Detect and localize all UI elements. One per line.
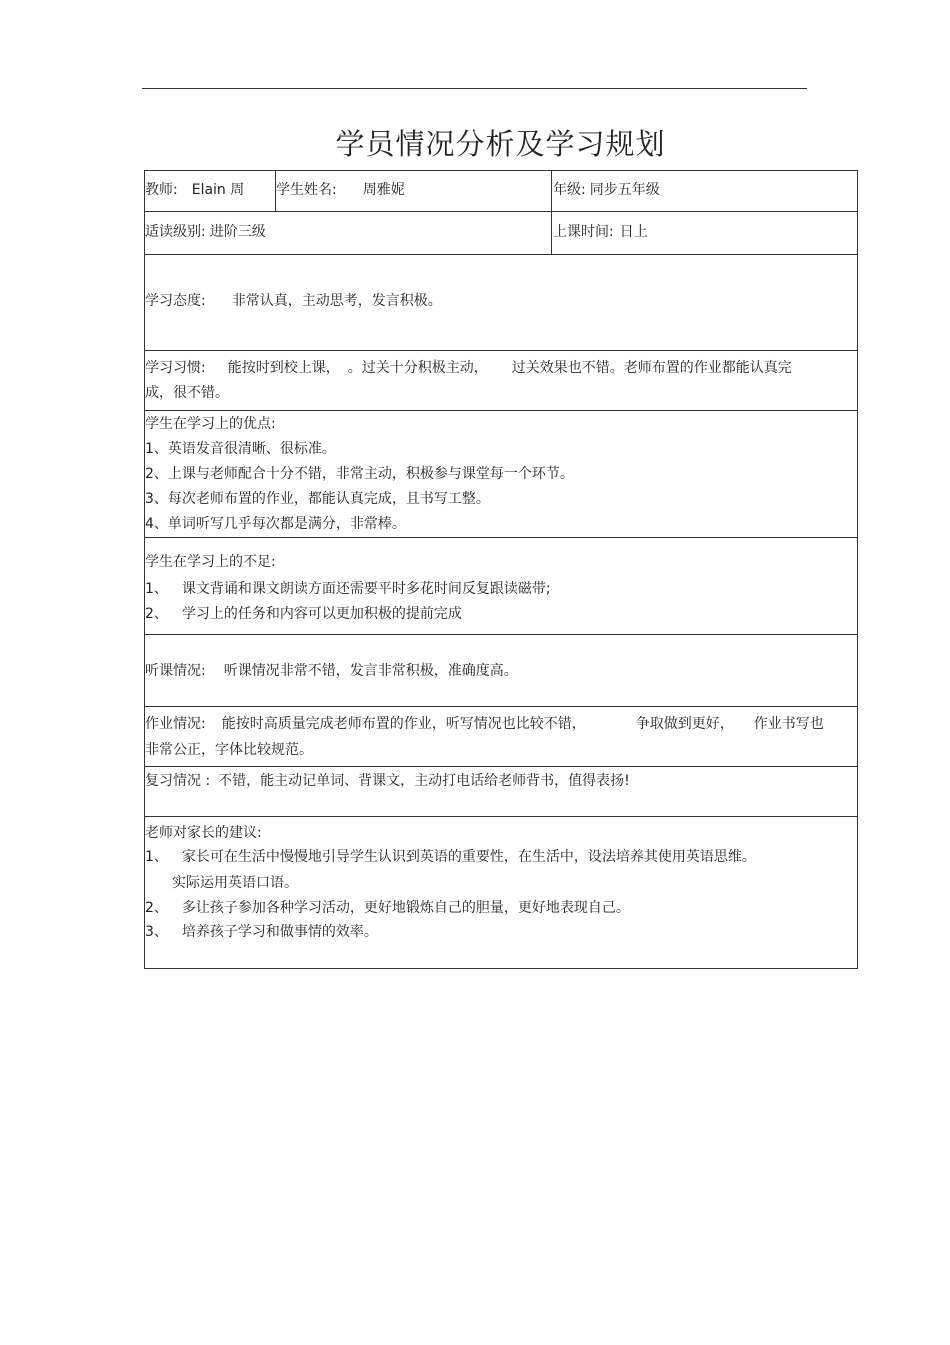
homework-line-2: 非常公正，字体比较规范。 <box>145 742 313 758</box>
weakness-number: 1、 <box>145 581 168 597</box>
weaknesses-heading: 学生在学习上的不足: <box>145 554 276 570</box>
advice-number: 2、 <box>145 900 168 916</box>
advice-heading: 老师对家长的建议: <box>145 825 262 841</box>
review-cell <box>145 771 630 791</box>
row-divider <box>144 816 858 817</box>
advice-item <box>145 922 378 942</box>
homework-text-2: 争取做到更好， <box>635 716 734 732</box>
advice-text: 培养孩子学习和做事情的效率。 <box>181 924 378 940</box>
attitude-cell <box>145 291 442 311</box>
strength-item: 4、单词听写几乎每次都是满分，非常棒。 <box>145 516 406 532</box>
homework-line-1 <box>145 714 824 734</box>
student-name-value: 周雅妮 <box>362 182 405 198</box>
reading-level-cell <box>145 222 266 242</box>
row-divider <box>144 410 858 411</box>
habits-line-1 <box>145 358 792 378</box>
class-time-label: 上课时间: <box>553 224 614 240</box>
student-name-cell <box>276 180 405 200</box>
weakness-text: 学习上的任务和内容可以更加积极的提前完成 <box>181 606 462 622</box>
class-time-cell <box>553 222 648 242</box>
reading-level-label: 适读级别: <box>145 224 206 240</box>
advice-item <box>145 847 756 867</box>
weakness-number: 2、 <box>145 606 168 622</box>
advice-item <box>145 898 630 918</box>
review-label: 复习情况 : <box>145 773 211 789</box>
advice-item-continued: 实际运用英语口语。 <box>172 875 298 891</box>
grade-label: 年级: <box>553 182 586 198</box>
row-divider <box>144 350 858 351</box>
habits-text-3: 过关效果也不错。老师布置的作业都能认真完 <box>511 360 792 376</box>
page-title: 学员情况分析及学习规划 <box>335 127 666 161</box>
homework-label: 作业情况: <box>145 716 206 732</box>
attitude-label: 学习态度: <box>145 293 206 309</box>
grade-value: 同步五年级 <box>589 182 660 198</box>
grade-cell <box>553 180 660 200</box>
weakness-item <box>145 604 462 624</box>
column-divider <box>551 170 552 254</box>
habits-text-1: 能按时到校上课， <box>227 360 340 376</box>
habits-text-2: 。过关十分积极主动， <box>347 360 488 376</box>
homework-text-3: 作业书写也 <box>753 716 824 732</box>
reading-level-value: 进阶三级 <box>209 224 266 240</box>
strength-item: 2、上课与老师配合十分不错，非常主动，积极参与课堂每一个环节。 <box>145 466 574 482</box>
row-divider <box>144 766 858 767</box>
strength-item: 3、每次老师布置的作业，都能认真完成，且书写工整。 <box>145 491 490 507</box>
weakness-item <box>145 579 551 599</box>
row-divider <box>144 537 858 538</box>
listening-cell <box>145 661 518 681</box>
review-value: 不错，能主动记单词、背课文，主动打电话给老师背书，值得表扬! <box>218 773 630 789</box>
advice-number: 3、 <box>145 924 168 940</box>
strength-item: 1、英语发音很清晰、很标准。 <box>145 441 336 457</box>
listening-label: 听课情况: <box>145 663 206 679</box>
class-time-value: 日上 <box>619 224 648 240</box>
homework-text-1: 能按时高质量完成老师布置的作业，听写情况也比较不错， <box>221 716 586 732</box>
listening-value: 听课情况非常不错，发言非常积极，准确度高。 <box>223 663 518 679</box>
advice-text: 多让孩子参加各种学习活动，更好地锻炼自己的胆量，更好地表现自己。 <box>181 900 630 916</box>
advice-number: 1、 <box>145 849 168 865</box>
teacher-cell <box>145 180 244 200</box>
habits-label: 学习习惯: <box>145 360 206 376</box>
teacher-label: 教师: <box>145 182 178 198</box>
student-name-label: 学生姓名: <box>276 182 337 198</box>
header-rule <box>142 88 807 89</box>
habits-line-2: 成，很不错。 <box>145 385 229 401</box>
advice-text: 家长可在生活中慢慢地引导学生认识到英语的重要性，在生活中，设法培养其使用英语思维。 <box>181 849 756 865</box>
row-divider <box>144 211 858 212</box>
weakness-text: 课文背诵和课文朗读方面还需要平时多花时间反复跟读磁带; <box>181 581 551 597</box>
strengths-heading: 学生在学习上的优点: <box>145 416 276 432</box>
row-divider <box>144 706 858 707</box>
teacher-value: Elain 周 <box>191 182 245 198</box>
attitude-value: 非常认真，主动思考，发言积极。 <box>231 293 442 309</box>
row-divider <box>144 254 858 255</box>
row-divider <box>144 634 858 635</box>
